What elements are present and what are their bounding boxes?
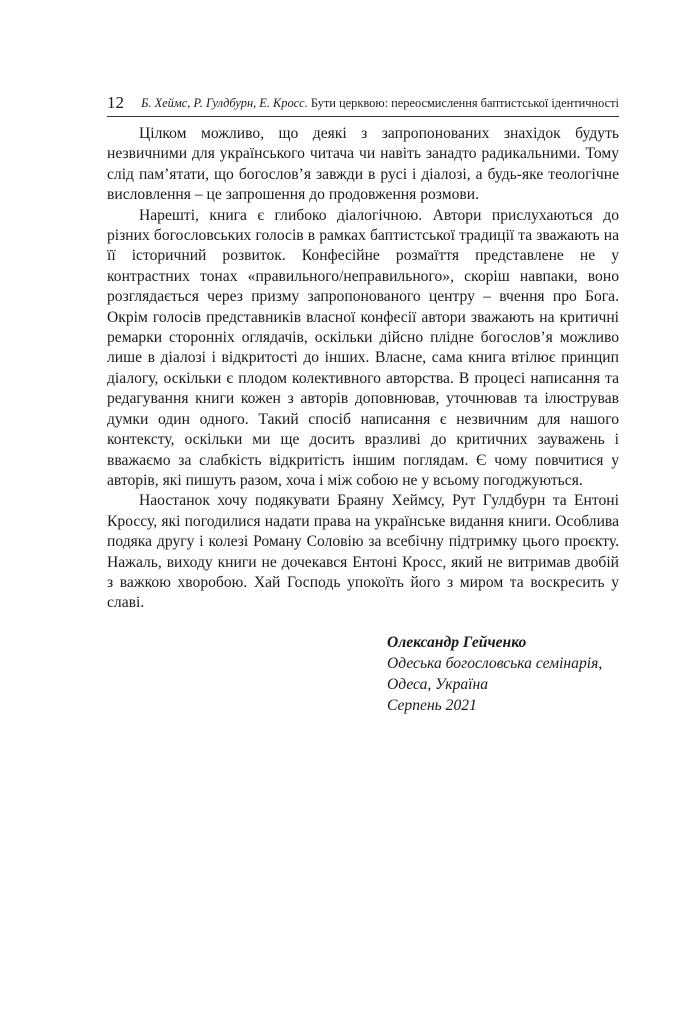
signature-date: Серпень 2021 [387, 697, 477, 714]
running-head-book-title: Бути церквою: переосмислення баптистської ідентичності [310, 96, 619, 110]
page-number: 12 [107, 93, 124, 112]
body-text [107, 124, 619, 614]
paragraph-2: Нарешті, книга є глибоко діалогічною. Автори прислухаються до різних богословських голосів в рамках баптистської традиції та зважають на її історичний розвиток. Конфесійне розмаїття представлене не у контрастних тонах «правильного/неправильного», скоріш навпаки, воно розглядається через призму запропонованого центру – вчення про Бога. Окрім голосів представників власної конфесії автори зважають на критичні ремарки сторонніх оглядачів, оскільки дійсно плідне богослов’я можливо лише в діалозі і відкритості до інших. Власне, сама книга втілює принцип діалогу, оскільки є плодом колективного авторства. В процесі написання та редагування книги кожен з авторів доповнював, уточнював та ілюстрував думки один одного. Такий спосіб написання є незвичним для нашого контексту, оскільки ми ще досить вразливі до критичних зауважень і вважаємо за слабкість відкритість іншим поглядам. Є чому повчитися у авторів, які пишуть разом, хоча і між собою не у всьому погоджуються. [107, 206, 619, 489]
signature-location: Одеса, Україна [387, 676, 489, 693]
page-header [107, 88, 619, 117]
signature-institution: Одеська богословська семінарія, [387, 655, 603, 672]
running-head-authors: Б. Хеймс, Р. Гулдбурн, Е. Кросс. [141, 96, 308, 110]
paragraph-1: Цілком можливо, що деякі з запропонованих знахідок будуть незвичними для українського читача чи навіть занадто радикальними. Тому слід пам’ятати, що богослов’я завжди в русі і діалозі, а будь-яке теологічне висловлення – це запрошення до продовження розмови. [107, 125, 619, 204]
running-head [141, 94, 619, 112]
signature-block [387, 632, 619, 716]
paragraph-3: Наостанок хочу подякувати Браяну Хеймсу, Рут Гулдбурн та Ентоні Кроссу, які погодилися надати права на українське видання книги. Особлива подяка другу і колезі Роману Соловію за всебічну підтримку цього проєкту. Нажаль, виходу книги не дочекався Ентоні Кросс, який не витримав двобій з важкою хворобою. Хай Господь упокоїть його з миром та воскресить у славі. [107, 492, 619, 612]
signature-name: Олександр Гейченко [387, 634, 527, 651]
